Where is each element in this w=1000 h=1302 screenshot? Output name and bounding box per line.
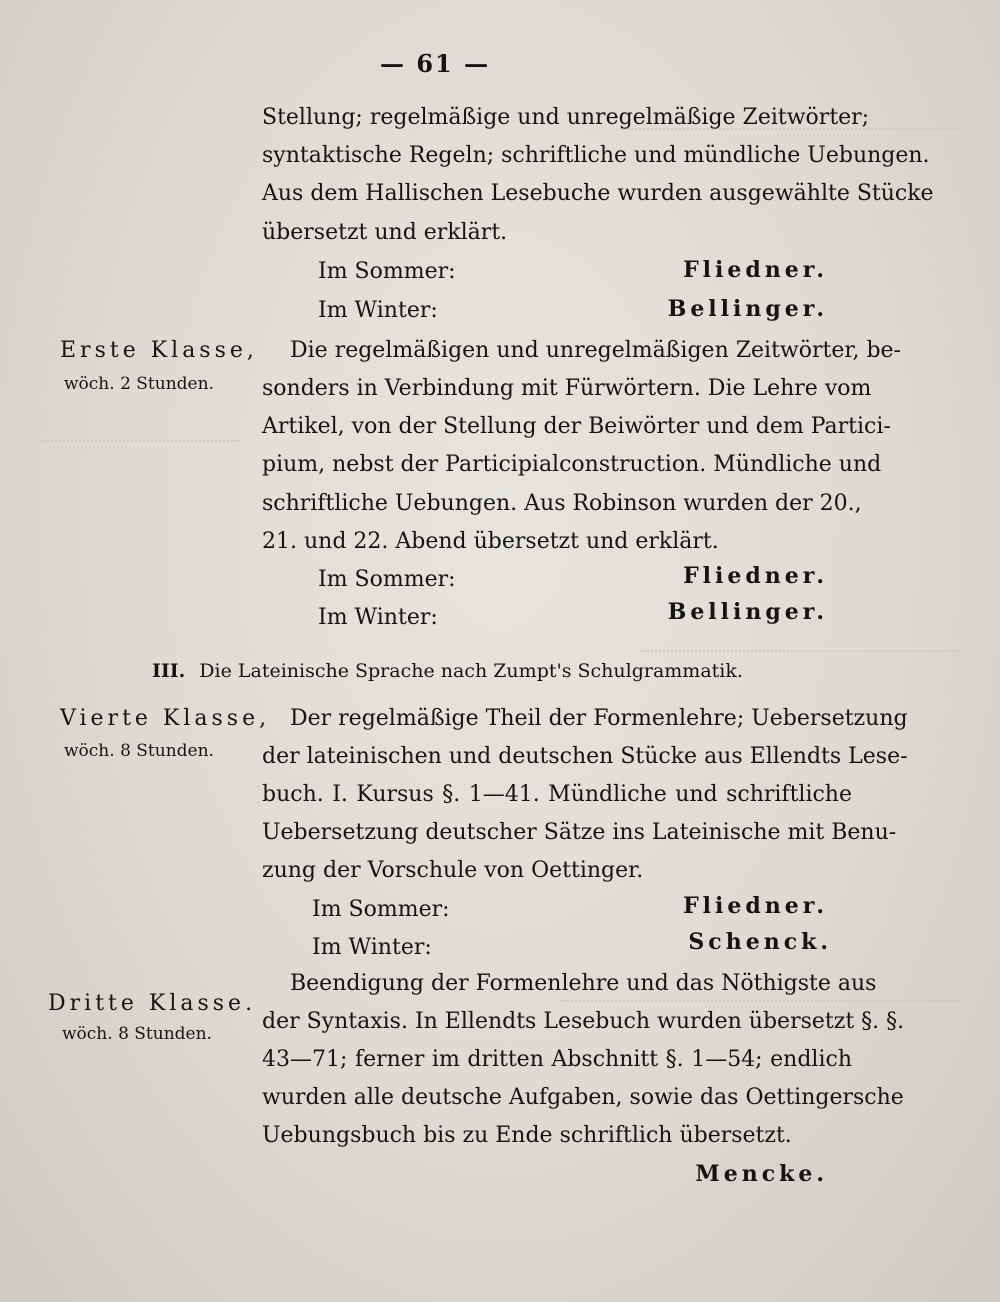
summer-label: Im Sommer: <box>318 259 456 284</box>
summer-teacher: Fliedner. <box>683 563 828 589</box>
winter-label: Im Winter: <box>318 298 438 323</box>
text-line: Der regelmäßige Theil der Formenlehre; Uebersetzung <box>290 706 908 731</box>
winter-teacher: Bellinger. <box>667 296 828 322</box>
text-line: zung der Vorschule von Oettinger. <box>262 858 644 883</box>
text-line: sonders in Verbindung mit Fürwörtern. Die Lehre vom <box>262 376 872 401</box>
class-name: Erste Klasse, <box>60 338 258 363</box>
text-line: pium, nebst der Participialconstruction. Mündliche und <box>262 452 882 477</box>
text-line: Stellung; regelmäßige und unregelmäßige Zeitwörter; <box>262 105 870 130</box>
winter-label: Im Winter: <box>312 935 432 960</box>
text-line: Uebungsbuch bis zu Ende schriftlich übersetzt. <box>262 1123 792 1148</box>
text-line: 43—71; ferner im dritten Abschnitt §. 1—54; endlich <box>262 1047 852 1072</box>
class-name: Vierte Klasse, <box>60 706 271 731</box>
text-line: wurden alle deutsche Aufgaben, sowie das Oettingersche <box>262 1085 904 1110</box>
class-hours: wöch. 2 Stunden. <box>64 374 214 394</box>
class-name: Dritte Klasse. <box>48 991 257 1016</box>
summer-teacher: Fliedner. <box>683 257 828 283</box>
section-heading <box>152 657 743 685</box>
text-line: der Syntaxis. In Ellendts Lesebuch wurden übersetzt §. §. <box>262 1009 905 1034</box>
section-numeral: III. <box>152 660 186 682</box>
text-line: syntaktische Regeln; schriftliche und mündliche Uebungen. <box>262 143 930 168</box>
winter-label: Im Winter: <box>318 605 438 630</box>
summer-teacher: Fliedner. <box>683 893 828 919</box>
text-line: 21. und 22. Abend übersetzt und erklärt. <box>262 529 719 554</box>
page-number: — 61 — <box>380 49 491 78</box>
teacher-name: Mencke. <box>695 1161 828 1187</box>
text-line: Beendigung der Formenlehre und das Nöthigste aus <box>290 971 877 996</box>
text-line: übersetzt und erklärt. <box>262 220 508 245</box>
summer-label: Im Sommer: <box>318 567 456 592</box>
winter-teacher: Bellinger. <box>667 599 828 625</box>
class-hours: wöch. 8 Stunden. <box>62 1024 212 1044</box>
class-hours: wöch. 8 Stunden. <box>64 741 214 761</box>
text-line: Uebersetzung deutscher Sätze ins Lateinische mit Benu- <box>262 820 897 845</box>
text-line: Artikel, von der Stellung der Beiwörter und dem Partici- <box>262 414 891 439</box>
text-line: Die regelmäßigen und unregelmäßigen Zeitwörter, be- <box>290 338 901 363</box>
text-line: schriftliche Uebungen. Aus Robinson wurden der 20., <box>262 491 862 516</box>
text-line: buch. I. Kursus §. 1—41. Mündliche und schriftliche <box>262 782 852 807</box>
text-line: Aus dem Hallischen Lesebuche wurden ausgewählte Stücke <box>262 181 934 206</box>
text-line: der lateinischen und deutschen Stücke aus Ellendts Lese- <box>262 744 908 769</box>
summer-label: Im Sommer: <box>312 897 450 922</box>
winter-teacher: Schenck. <box>688 929 832 955</box>
section-title: Die Lateinische Sprache nach Zumpt's Schulgrammatik. <box>199 660 743 682</box>
